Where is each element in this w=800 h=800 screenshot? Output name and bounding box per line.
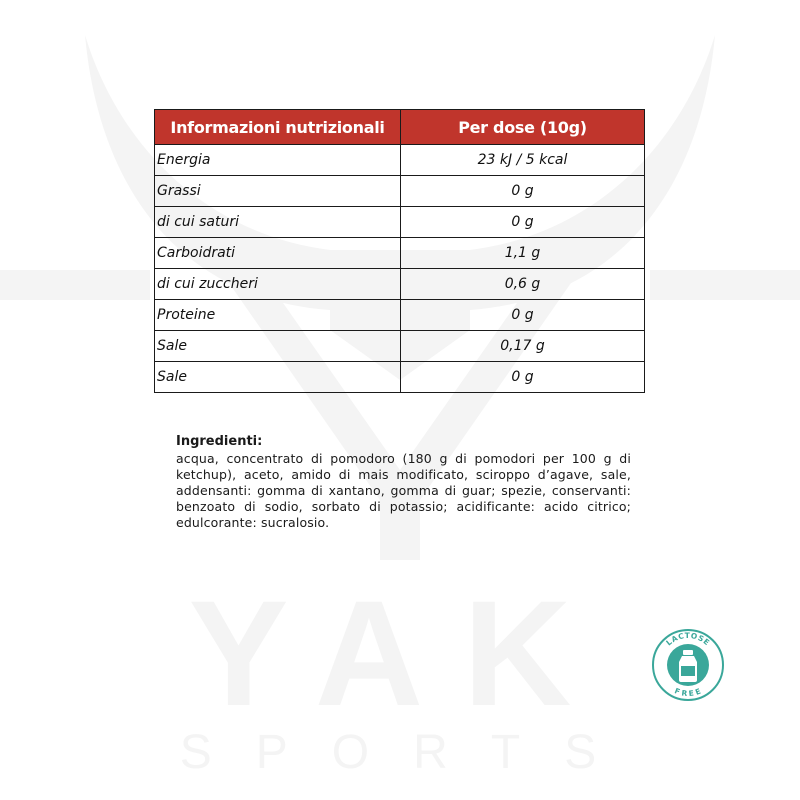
nutrient-label: Sale — [155, 362, 401, 393]
nutrient-value: 0,6 g — [401, 269, 645, 300]
svg-text:FREE — [673, 686, 702, 698]
watermark-brand: YAK — [188, 569, 612, 737]
header-per-dose: Per dose (10g) — [401, 110, 645, 145]
nutrient-value: 0 g — [401, 207, 645, 238]
table-row — [155, 238, 645, 269]
nutrient-label: di cui saturi — [155, 207, 401, 238]
nutrient-label: Grassi — [155, 176, 401, 207]
lactose-free-badge — [651, 628, 725, 702]
table-row — [155, 207, 645, 238]
nutrient-value: 0 g — [401, 176, 645, 207]
nutrient-label: di cui zuccheri — [155, 269, 401, 300]
table-row — [155, 145, 645, 176]
ingredients-title: Ingredienti: — [176, 434, 263, 449]
watermark-sub: SPORTS — [179, 726, 641, 779]
nutrient-label: Energia — [155, 145, 401, 176]
badge-top-text: LACTOSE — [664, 630, 712, 648]
table-row — [155, 269, 645, 300]
table-row — [155, 362, 645, 393]
table-header-row — [155, 110, 645, 145]
nutrient-label: Sale — [155, 331, 401, 362]
nutrient-value: 1,1 g — [401, 238, 645, 269]
nutrient-value: 0 g — [401, 300, 645, 331]
ingredients-block — [176, 434, 631, 531]
nutrient-value: 0 g — [401, 362, 645, 393]
nutrient-label: Carboidrati — [155, 238, 401, 269]
nutrient-value: 0,17 g — [401, 331, 645, 362]
nutrition-table — [154, 109, 645, 393]
table-row — [155, 331, 645, 362]
header-nutrition-info: Informazioni nutrizionali — [155, 110, 401, 145]
nutrient-value: 23 kJ / 5 kcal — [401, 145, 645, 176]
ingredients-text: acqua, concentrato di pomodoro (180 g di pomodori per 100 g di ketchup), aceto, amido di mais modificato, sciroppo d’agave, sale, addensanti: gomma di xantano, gomma di guar; spezie, conservanti: benzoato di sodio, sorbato di potassio; acidificante: acido citrico; edulcorante: sucralosio. — [176, 451, 631, 530]
nutrient-label: Proteine — [155, 300, 401, 331]
badge-bottom-text: FREE — [673, 686, 703, 699]
table-row — [155, 300, 645, 331]
table-row — [155, 176, 645, 207]
